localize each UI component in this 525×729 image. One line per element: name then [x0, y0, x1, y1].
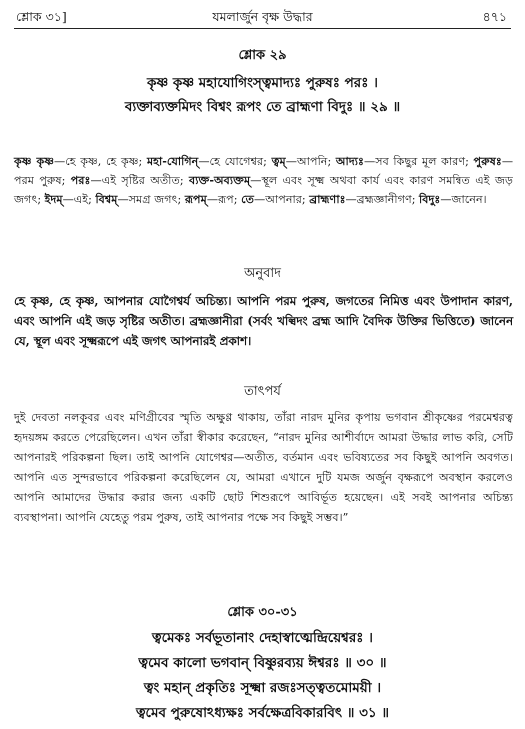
synonym-word: পরঃ [70, 173, 91, 187]
synonym-word: বিদুঃ [419, 192, 441, 206]
synonym-word: মহা-যোগিন্ [146, 154, 199, 168]
synonym-meaning: আপনার; [265, 193, 306, 206]
synonym-meaning: পরম পুরুষ; [14, 174, 66, 187]
synonym-meaning: এই সৃষ্টির অতীত; [101, 174, 184, 187]
synonym-word: রূপম্ [184, 192, 207, 206]
synonym-word: কৃষ্ণ কৃষ্ণ [14, 154, 55, 168]
synonym-word: ত্বম্ [271, 154, 286, 168]
synonym-meaning: হে কৃষ্ণ, হে কৃষ্ণ; [65, 155, 143, 168]
synonym-meaning: রূপ; [218, 193, 238, 206]
verse-30-31-line-1: ত্বমেকঃ সর্বভূতানাং দেহাস্বাত্মেন্দ্রিয়েশ্বরঃ । [151, 630, 374, 646]
synonym-meaning: স্থূল এবং সূক্ষ্ম অথবা কার্য এবং কারণ সমন্বিত এই জড় জগৎ; [14, 174, 513, 206]
verse-30-31-line-4: ত্বমেব পুরুষোঽধ্যক্ষঃ সর্বক্ষেত্রবিকারবিৎ ॥ ৩১ ॥ [135, 705, 390, 721]
synonym-word: ব্রাহ্মণাঃ [309, 192, 346, 206]
verse-30-31-heading: শ্লোক ৩০-৩১ [227, 605, 298, 620]
translation-text: হে কৃষ্ণ, হে কৃষ্ণ, আপনার যোগৈশ্বর্য অচিন্ত্য। আপনি পরম পুরুষ, জগতের নিমিত্ত এবং উপাদান কারণ, এবং আপনি এই জড় সৃষ্টির অতীত। ব্রহ্মজ্ঞানীরা (সর্বং খল্বিদং ব্রহ্ম আদি বৈদিক উক্তির ভিত্তিতে) জানেন যে, স্থূল এবং সূক্ষ্মরূপে এই জগৎ আপনারই প্রকাশ। [14, 294, 513, 348]
purport-text: দুই দেবতা নলকূবর এবং মণিগ্রীবের স্মৃতি অক্ষুণ্ণ থাকায়, তাঁরা নারদ মুনির কৃপায় ভগবান শ্রীকৃষ্ণের পরমেশ্বরত্ব হৃদয়ঙ্গম করতে পেরেছিলেন। এখন তাঁরা স্বীকার করেছেন, “নারদ মুনির আশীর্বাদে আমরা উদ্ধার লাভ করি, সেটি আপনারই পরিকল্পনা ছিল। তাই আপনি যোগেশ্বর—অতীত, বর্তমান এবং ভবিষ্যতের সব কিছুই আপনি অবগত। আপনি এত সুন্দরভাবে পরিকল্পনা করেছিলেন যে, আমরা এখানে দুটি যমজ অর্জুন বৃক্ষরূপে অবস্থান করলেও আপনি আমাদের উদ্ধার করার জন্য একটি ছোট শিশুরূপে আবির্ভূত হয়েছেন। এই সবই আপনার অচিন্ত্য ব্যবস্থাপনা। আপনি যেহেতু পরম পুরুষ, তাই আপনার পক্ষে সব কিছুই সম্ভব।” [14, 411, 513, 524]
synonym-meaning: ব্রহ্মজ্ঞানীগণ; [356, 193, 416, 206]
synonym-meaning: আপনি; [296, 155, 332, 168]
page-header [14, 6, 511, 29]
verse-29-line-1: কৃষ্ণ কৃষ্ণ মহাযোগিংস্ত্বমাদ্যঃ পুরুষঃ পরঃ । [147, 75, 378, 91]
synonym-meaning: জানেন। [451, 193, 487, 206]
header-verse-ref: শ্লোক ৩১] [16, 9, 67, 24]
translation-title: অনুবাদ [244, 266, 281, 281]
synonym-meaning: হে যোগেশ্বর; [209, 155, 267, 168]
verse-29-heading: শ্লোক ২৯ [238, 48, 287, 63]
verse-29-line-2: ব্যক্তাব্যক্তমিদং বিশ্বং রূপং তে ব্রাহ্মণা বিদুঃ ॥ ২৯ ॥ [124, 99, 401, 115]
purport-title: তাৎপর্য [244, 384, 281, 399]
synonym-word: ব্যক্ত-অব্যক্তম্ [189, 173, 251, 187]
synonym-meaning: এই; [73, 193, 92, 206]
synonym-meaning: সমগ্র জগৎ; [128, 193, 182, 206]
verse-30-31-line-2: ত্বমেব কালো ভগবান্ বিষ্ণুরব্যয় ঈশ্বরঃ ॥ ৩০ ॥ [138, 655, 387, 671]
synonym-word: তে [241, 192, 255, 206]
synonym-word: পুরুষঃ [473, 154, 502, 168]
header-page-number: ৪৭১ [482, 9, 507, 24]
synonym-meaning: সব কিছুর মূল কারণ; [375, 155, 469, 168]
synonym-word: ইদম্ [44, 192, 63, 206]
verse-30-31-line-3: ত্বং মহান্ প্রকৃতিঃ সূক্ষ্মা রজঃসত্ত্বতমোময়ী । [143, 680, 382, 696]
synonym-word: বিশ্বম্ [95, 192, 118, 206]
header-chapter-title: যমলার্জুন বৃক্ষ উদ্ধার [212, 9, 313, 24]
synonym-word: আদ্যঃ [335, 154, 364, 168]
synonyms-block: কৃষ্ণ কৃষ্ণ—হে কৃষ্ণ, হে কৃষ্ণ; মহা-যোগিন্—হে যোগেশ্বর; ত্বম্—আপনি; আদ্যঃ—সব কিছুর মূল কারণ; পুরুষঃ—পরম পুরুষ; পরঃ—এই সৃষ্টির অতীত; ব্যক্ত-অব্যক্তম্—স্থূল এবং সূক্ষ্ম অথবা কার্য এবং কারণ সমন্বিত এই জড় জগৎ; ইদম্—এই; বিশ্বম্—সমগ্র জগৎ; রূপম্—রূপ; তে—আপনার; ব্রাহ্মণাঃ—ব্রহ্মজ্ঞানীগণ; বিদুঃ—জানেন। [14, 154, 514, 206]
